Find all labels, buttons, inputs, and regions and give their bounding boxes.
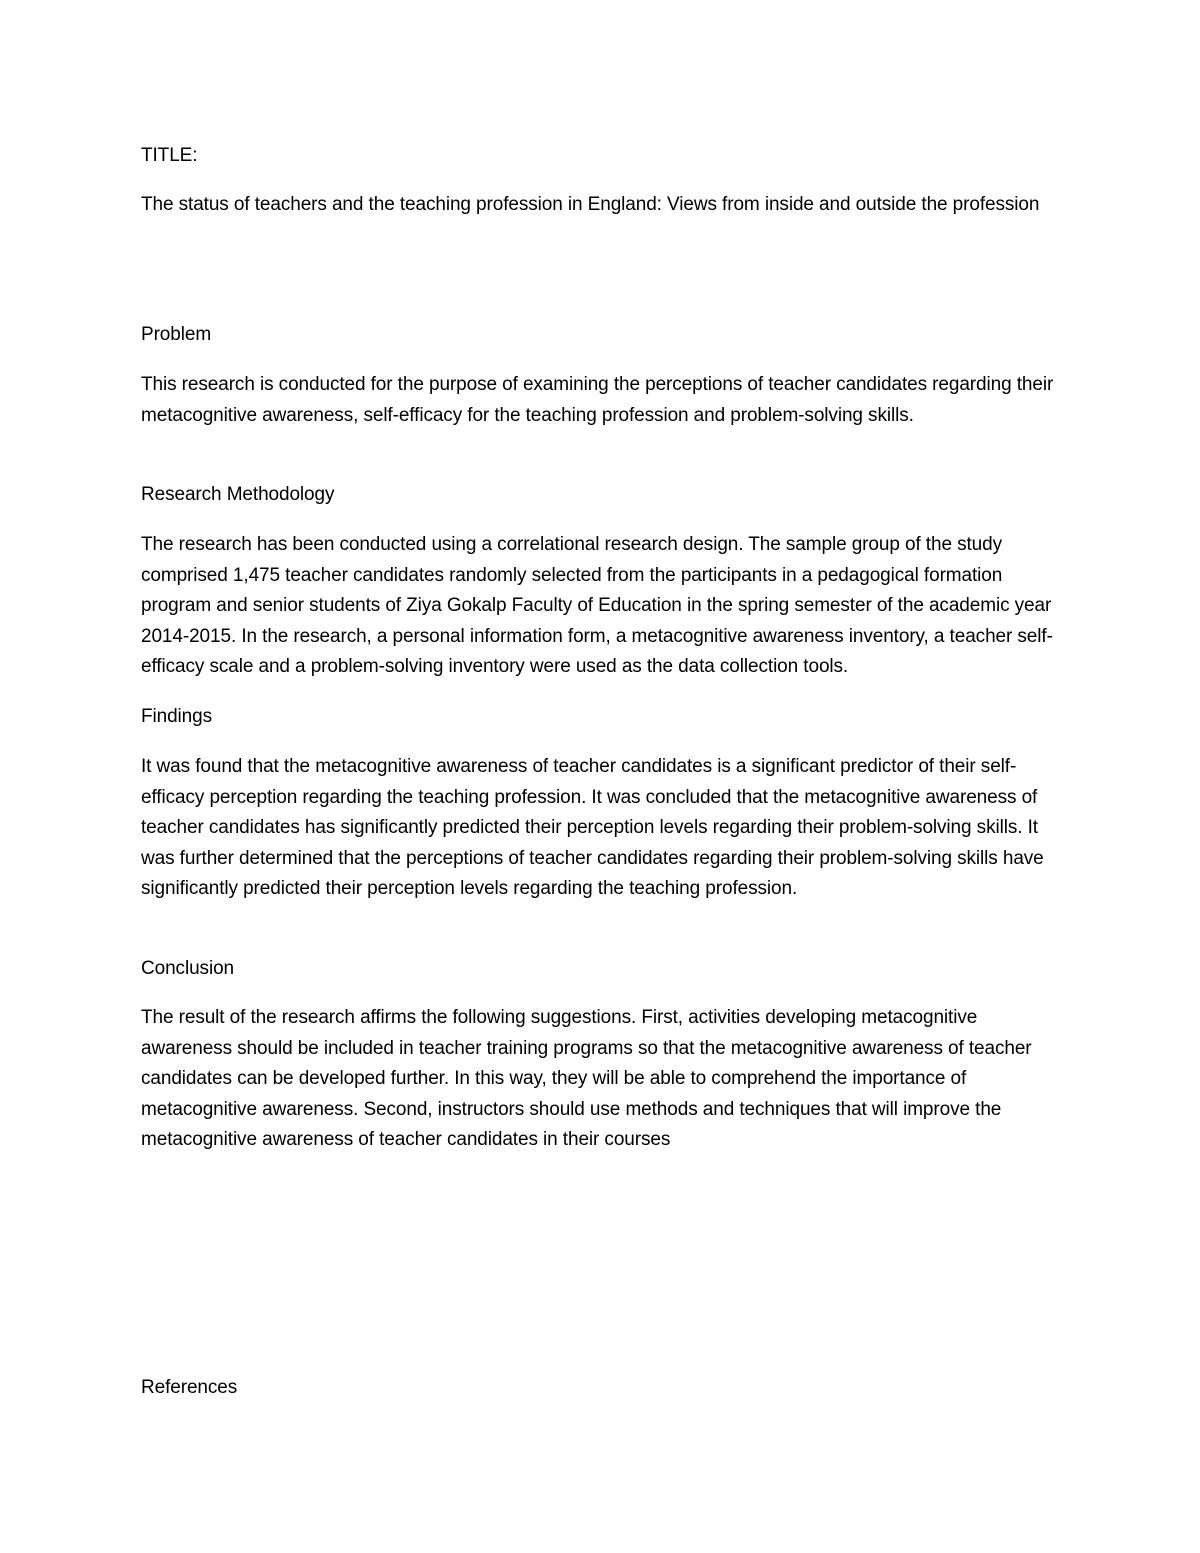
conclusion-paragraph: The result of the research affirms the following suggestions. First, activities developing metacognitive awareness should be included in teacher training programs so that the metacognitive awareness of teacher candidates can be developed further. In this way, they will be able to comprehend the importance of metacognitive awareness. Second, instructors should use methods and techniques that will improve the metacognitive awareness of teacher candidates in their courses — [141, 1007, 1032, 1150]
methodology-paragraph: The research has been conducted using a correlational research design. The sample group of the study comprised 1,475 teacher candidates randomly selected from the participants in a pedagogical formation program and senior students of Ziya Gokalp Faculty of Education in the spring semester of the academic year 2014-2015. In the research, a personal information form, a metacognitive awareness inventory, a teacher self-efficacy scale and a problem-solving inventory were used as the data collection tools. — [141, 534, 1053, 677]
title-label: TITLE: — [141, 145, 198, 166]
problem-paragraph: This research is conducted for the purpose of examining the perceptions of teacher candidates regarding their metacognitive awareness, self-efficacy for the teaching profession and problem-solving skills. — [141, 374, 1054, 426]
document-title: The status of teachers and the teaching profession in England: Views from inside and outside the profession — [141, 194, 1040, 215]
findings-heading: Findings — [141, 706, 213, 727]
references-heading: References — [141, 1377, 238, 1398]
conclusion-heading: Conclusion — [141, 958, 234, 979]
methodology-heading: Research Methodology — [141, 484, 335, 505]
findings-paragraph: It was found that the metacognitive awareness of teacher candidates is a significant predictor of their self-efficacy perception regarding the teaching profession. It was concluded that the metacognitive awareness of teacher candidates has significantly predicted their perception levels regarding their problem-solving skills. It was further determined that the perceptions of teacher candidates regarding their problem-solving skills have significantly predicted their perception levels regarding the teaching profession. — [141, 756, 1044, 899]
problem-heading: Problem — [141, 324, 212, 345]
